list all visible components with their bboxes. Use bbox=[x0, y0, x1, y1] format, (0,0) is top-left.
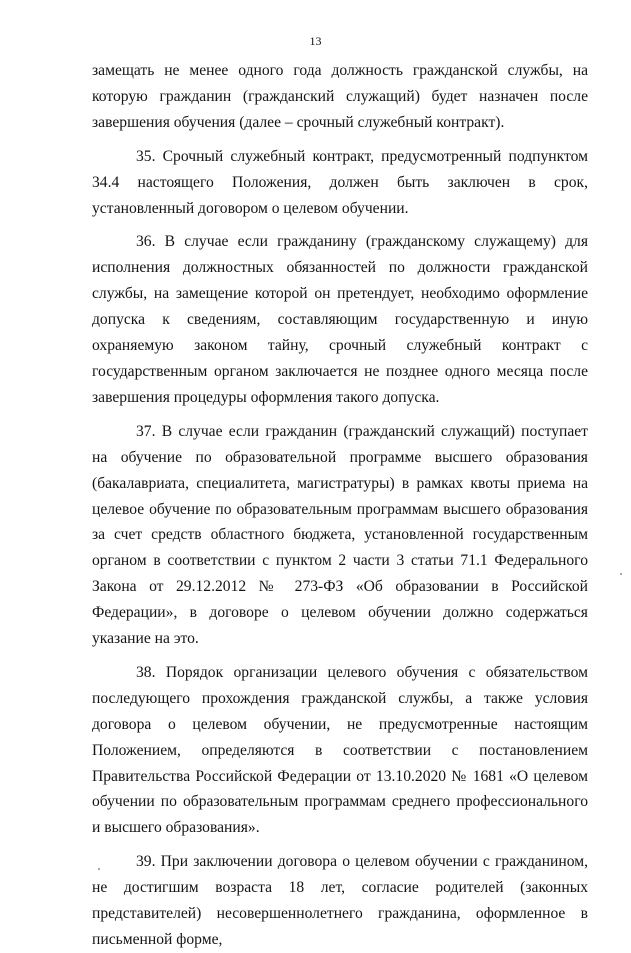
paragraph-37: 37. В случае если гражданин (гражданский служащий) поступает на обучение по образовательной программе высшего образования (бакалавриата, специалитета, магистратуры) в рамках квоты приема на целевое обучение по образовательным программам высшего образования за счет средств областного бюджета, установленной государственным органом в соответствии с пунктом 2 части 3 статьи 71.1 Федерального Закона от 29.12.2012 № 273-ФЗ «Об образовании в Российской Федерации», в договоре о целевом обучении должно содержаться указание на это. bbox=[92, 422, 588, 648]
scan-speck bbox=[620, 573, 622, 575]
paragraph-35: 35. Срочный служебный контракт, предусмотренный подпунктом 34.4 настоящего Положения, должен быть заключен в срок, установленный договором о целевом обучении. bbox=[92, 147, 588, 217]
paragraph-38: 38. Порядок организации целевого обучения с обязательством последующего прохождения гражданской службы, а также условия договора о целевом обучении, не предусмотренные настоящим Положением, определяются в соответствии с постановлением Правительства Российской Федерации от 13.10.2020 № 1681 «О целевом обучении по образовательным программам среднего профессионального и высшего образования». bbox=[92, 663, 588, 837]
document-body bbox=[92, 58, 588, 953]
paragraph-continuation: замещать не менее одного года должность гражданской службы, на которую гражданин (гражданский служащий) будет назначен после завершения обучения (далее – срочный служебный контракт). bbox=[92, 62, 588, 131]
page-number: 13 bbox=[309, 34, 322, 48]
paragraph-36: 36. В случае если гражданину (гражданскому служащему) для исполнения должностных обязанностей по должности гражданской службы, на замещение которой он претендует, необходимо оформление допуска к сведениям, составляющим государственную и иную охраняемую законом тайну, срочный служебный контракт с государственным органом заключается не позднее одного месяца после завершения процедуры оформления такого допуска. bbox=[92, 233, 588, 406]
scan-speck bbox=[98, 868, 100, 870]
paragraph-39: 39. При заключении договора о целевом обучении с гражданином, не достигшим возраста 18 лет, согласие родителей (законных представителей) несовершеннолетнего гражданина, оформленное в письменной форме, bbox=[92, 853, 588, 948]
